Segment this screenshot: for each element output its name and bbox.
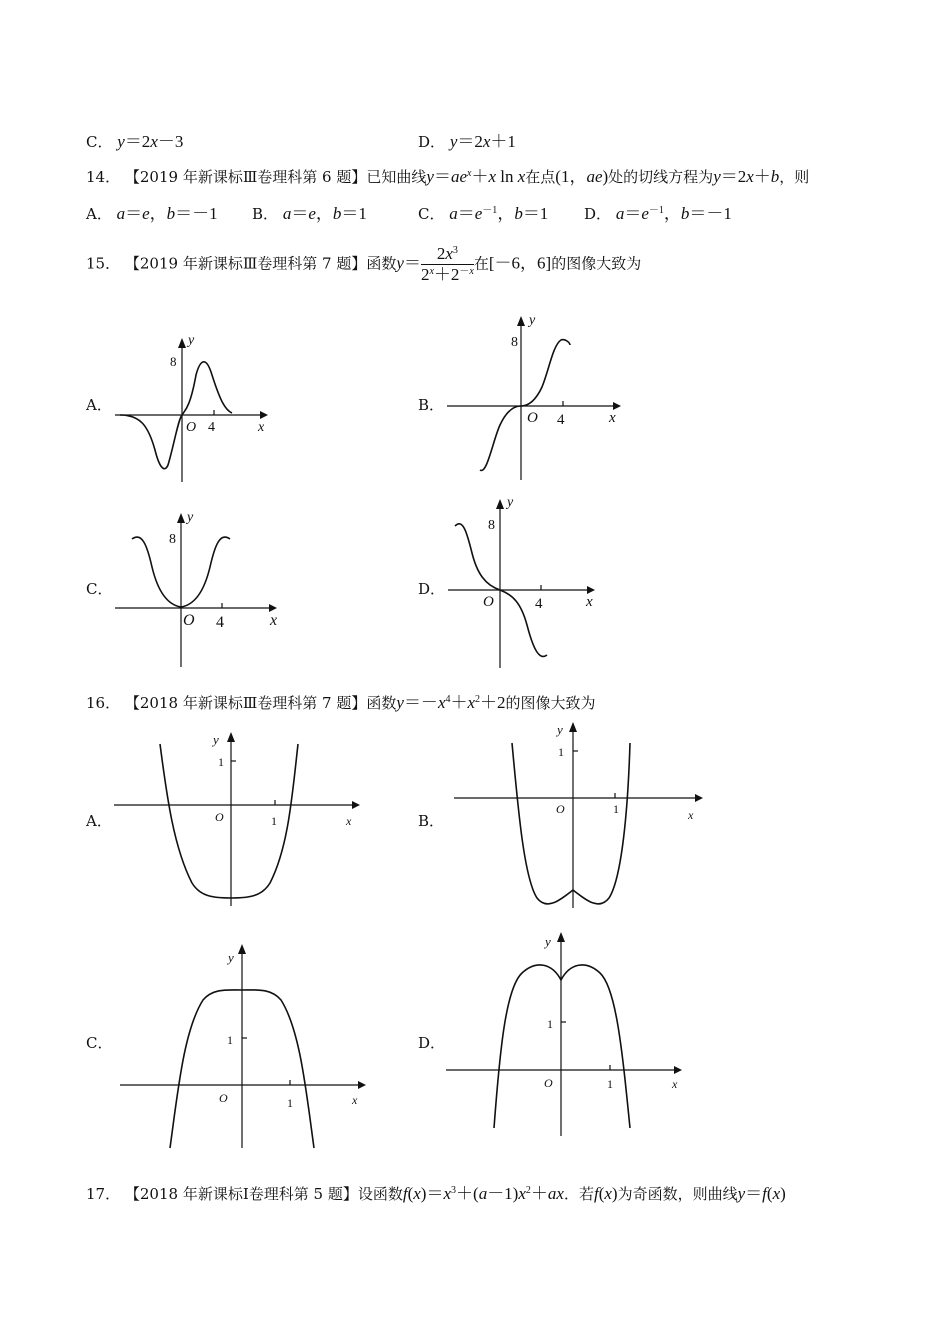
q16-graph-d — [444, 928, 690, 1136]
svg-text:x: x — [586, 594, 593, 610]
q16-label-c: C． — [86, 1034, 113, 1052]
q14-point-expr: (1，ae) — [555, 167, 609, 186]
q13-option-c-expr: y — [117, 132, 125, 151]
q15-fraction: $\frac{2x^3}{2^x+2^{-x}}$ — [420, 244, 474, 284]
svg-text:y: y — [507, 495, 514, 510]
svg-text:4: 4 — [208, 420, 215, 435]
q14-option-c-expr: $a=e^{-1}$，b＝1 — [449, 204, 549, 223]
svg-text:x: x — [270, 612, 278, 629]
q16-label-a: A． — [86, 812, 112, 830]
q14-option-c: C． $a=e^{-1}$，b＝1 — [418, 204, 549, 223]
q15-graph-c — [112, 507, 284, 669]
q16-label-d: D． — [418, 1034, 446, 1052]
q14-stem: 14． 【2019 年新课标Ⅲ卷理科第 6 题】已知曲线$y=ae^x+x$ ln x在点(1，ae)处的切线方程为y＝2x＋b，则 — [86, 167, 810, 186]
svg-text:y: y — [545, 934, 551, 949]
q14-option-d-expr: $a=e^{-1}$，b＝－1 — [615, 204, 732, 223]
q14-option-b-expr: a＝e，b＝1 — [282, 204, 367, 223]
svg-text:x: x — [609, 410, 616, 426]
svg-text:1: 1 — [613, 802, 619, 816]
svg-text:O: O — [483, 594, 494, 610]
q14-option-d: D． $a=e^{-1}$，b＝－1 — [584, 204, 732, 223]
q14-option-a: A． a＝e，b＝－1 — [86, 204, 218, 223]
q15-graph-a — [110, 330, 280, 485]
svg-text:y: y — [188, 333, 195, 348]
q14-option-a-expr: a＝e，b＝－1 — [116, 204, 218, 223]
svg-text:8: 8 — [511, 335, 518, 350]
q15-graph-d — [445, 493, 605, 668]
svg-text:1: 1 — [547, 1017, 553, 1031]
q16-graph-a — [112, 728, 370, 906]
q14-option-b: B． a＝e，b＝1 — [252, 204, 367, 223]
svg-text:4: 4 — [557, 412, 565, 428]
svg-text:y: y — [529, 313, 536, 328]
svg-text:O: O — [186, 420, 197, 435]
svg-text:1: 1 — [271, 814, 277, 828]
q16-label-b: B． — [418, 812, 445, 830]
q13-option-d-expr: y — [449, 132, 458, 151]
svg-text:O: O — [219, 1091, 228, 1105]
q16-stem: 16． 【2018 年新课标Ⅲ卷理科第 7 题】函数$y=-x^4+x^2+2$的图像大致为 — [86, 693, 596, 712]
q15-label-d: D． — [418, 580, 446, 598]
svg-text:4: 4 — [216, 614, 224, 631]
svg-text:y: y — [228, 950, 234, 965]
svg-text:y: y — [187, 510, 194, 525]
svg-text:1: 1 — [227, 1033, 233, 1047]
q14-curve-expr: $y=ae^x+x$ ln x — [426, 167, 526, 186]
svg-text:1: 1 — [287, 1096, 293, 1110]
q17-stem: 17． 【2018 年新课标Ⅰ卷理科第 5 题】设函数$f(x)=x^3+(a-1)x^2+ax$．若f(x)为奇函数，则曲线y＝f(x) — [86, 1184, 786, 1203]
svg-text:x: x — [672, 1077, 678, 1091]
svg-text:O: O — [215, 810, 224, 824]
svg-text:1: 1 — [607, 1077, 613, 1091]
q16-func-expr: $y=-x^4+x^2+2$ — [396, 693, 506, 712]
q15-interval: [－6，6] — [488, 253, 552, 273]
q15-label-a: A． — [86, 396, 112, 414]
svg-text:O: O — [527, 410, 538, 426]
svg-text:x: x — [352, 1093, 358, 1107]
q17-fx-expr: f(x) — [593, 1184, 618, 1203]
q15-label-b: B． — [418, 396, 445, 414]
q17-func-expr: $f(x)=x^3+(a-1)x^2+ax$ — [402, 1184, 564, 1203]
q13-option-c: C． y＝2x－3 — [86, 132, 184, 151]
svg-text:8: 8 — [170, 354, 177, 369]
svg-text:x: x — [688, 808, 694, 822]
q14-tangent-expr: y＝2x＋b — [713, 167, 780, 186]
svg-text:x: x — [258, 420, 265, 435]
svg-text:1: 1 — [558, 745, 564, 759]
q15-stem: 15． 【2019 年新课标Ⅲ卷理科第 7 题】函数y＝ $\frac{2x^3}{2^x+2^{-x}}$ 在[－6，6]的图像大致为 — [86, 244, 642, 284]
q15-label-c: C． — [86, 580, 113, 598]
svg-text:O: O — [544, 1076, 553, 1090]
q17-curve-expr: y＝f(x) — [737, 1184, 786, 1203]
q15-graph-b — [445, 310, 625, 480]
svg-text:O: O — [183, 612, 195, 629]
svg-text:1: 1 — [218, 755, 224, 769]
svg-text:y: y — [557, 722, 563, 737]
svg-text:8: 8 — [169, 532, 176, 547]
svg-text:x: x — [346, 814, 352, 828]
svg-text:y: y — [213, 732, 219, 747]
svg-text:O: O — [556, 802, 565, 816]
q16-graph-c — [118, 940, 374, 1148]
q13-option-d: D． y＝2x＋1 — [418, 132, 516, 151]
svg-text:4: 4 — [535, 596, 543, 612]
q16-graph-b — [452, 718, 708, 908]
svg-text:8: 8 — [488, 518, 495, 533]
